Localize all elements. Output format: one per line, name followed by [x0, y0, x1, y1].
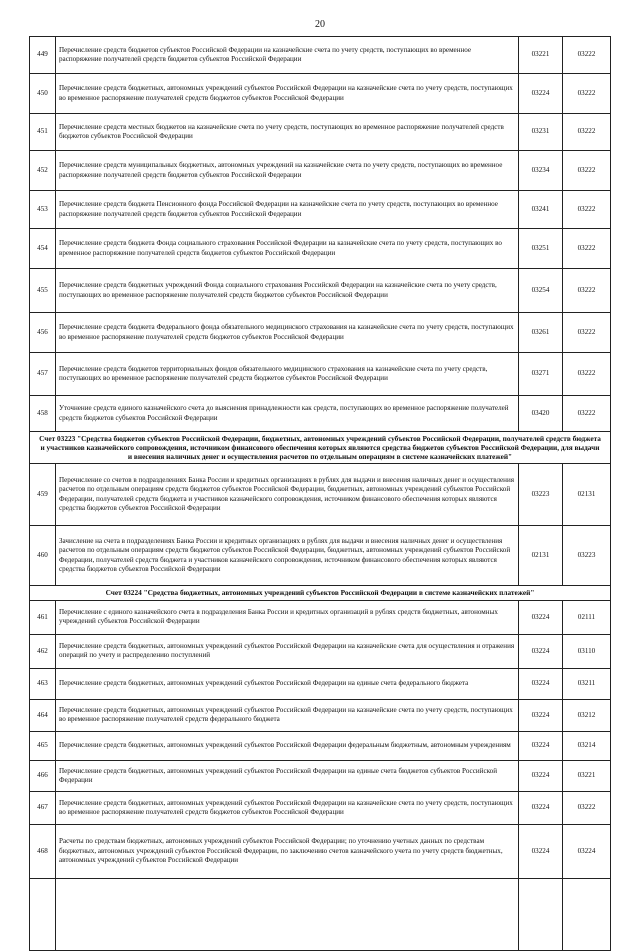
credit-account: 03222: [563, 791, 611, 824]
debit-account: 03223: [519, 464, 563, 526]
debit-account: 03234: [519, 151, 563, 191]
debit-account: 03224: [519, 791, 563, 824]
row-number: 466: [30, 760, 56, 791]
credit-account: 02111: [563, 600, 611, 634]
row-description: Перечисление средств бюджетных, автономных учреждений субъектов Российской Федерации на единые счета бюджетов субъектов Российской Федерации: [56, 760, 519, 791]
debit-account: 03261: [519, 313, 563, 353]
row-number: 451: [30, 114, 56, 151]
credit-account: 03222: [563, 191, 611, 229]
debit-account: 03224: [519, 634, 563, 668]
section-heading-03224-text: Счет 03224 "Средства бюджетных, автономных учреждений субъектов Российской Федерации в системе казначейских платежей": [30, 586, 611, 601]
row-description: Перечисление средств бюджета Федерального фонда обязательного медицинского страхования на казначейские счета по учету средств, поступающих во временное распоряжение получателей средств бюджетов субъектов Российской Федерации: [56, 313, 519, 353]
debit-account: 03224: [519, 824, 563, 878]
row-number: 462: [30, 634, 56, 668]
table-row: [30, 760, 611, 791]
row-description: Перечисление средств бюджетных, автономных учреждений субъектов Российской Федерации федеральным бюджетным, автономным учреждениям: [56, 731, 519, 760]
credit-account: 03211: [563, 668, 611, 699]
row-number: 467: [30, 791, 56, 824]
table-row: [30, 114, 611, 151]
table-row: [30, 464, 611, 526]
row-description: Уточнение средств единого казначейского счета до выяснения принадлежности как средств, поступающих во временное распоряжение получателей средств бюджетов субъектов Российской Федерации: [56, 396, 519, 432]
row-description: Перечисление средств местных бюджетов на казначейские счета по учету средств, поступающих во временное распоряжение получателей средств бюджетов субъектов Российской Федерации: [56, 114, 519, 151]
row-number: 449: [30, 37, 56, 74]
table-row: [30, 634, 611, 668]
row-description: Перечисление со счетов в подразделениях Банка России и кредитных организациях в рублях для выдачи и внесения наличных денег и осуществления расчетов по отдельным операциям средств бюджетов субъектов Российской Федерации, бюджетных, автономных учреждений субъектов Российской Федерации, получателей средств бюджета и участников казначейского сопровождения, источником финансового обеспечения которых являются средства бюджетов субъектов Российской Федерации: [56, 464, 519, 526]
section-heading-03223-text: Счет 03223 "Средства бюджетов субъектов Российской Федерации, бюджетных, автономных учреждений субъектов Российской Федерации, получателей средств бюджета и участников казначейского сопровождения, источником финансового обеспечения которых являются средства бюджетов субъектов Российской Федерации, для выдачи и внесения наличных денег и осуществления расчетов по отдельным операциям в системе казначейских платежей": [30, 432, 611, 464]
table-row: [30, 269, 611, 313]
credit-account: 03222: [563, 151, 611, 191]
debit-account: 03251: [519, 229, 563, 269]
row-number: 450: [30, 74, 56, 114]
debit-account: 02131: [519, 526, 563, 586]
row-description: Расчеты по средствам бюджетных, автономных учреждений субъектов Российской Федерации; по уточнению учетных данных по средствам бюджетных, автономных учреждений субъектов Российской Федерации, по заключению счетов казначейского учета по учету средств бюджетных, автономных учреждений субъектов Российской Федерации: [56, 824, 519, 878]
row-description: Перечисление средств бюджетных, автономных учреждений субъектов Российской Федерации на казначейские счета по учету средств, поступающих во временное распоряжение получателей средств бюджетов субъектов Российской Федерации: [56, 74, 519, 114]
credit-account: 03222: [563, 313, 611, 353]
debit-account: 03224: [519, 731, 563, 760]
debit-account: 03221: [519, 37, 563, 74]
table-row-continuation: [30, 878, 611, 950]
row-number: 453: [30, 191, 56, 229]
credit-account: 03223: [563, 526, 611, 586]
row-description: Перечисление средств муниципальных бюджетных, автономных учреждений на казначейские счета по учету средств, поступающих во временное распоряжение получателей средств бюджетов субъектов Российской Федерации: [56, 151, 519, 191]
debit-account: 03224: [519, 600, 563, 634]
debit-account: 03241: [519, 191, 563, 229]
table-row: [30, 600, 611, 634]
table-row: [30, 74, 611, 114]
table-row: [30, 824, 611, 878]
row-description: Перечисление с единого казначейского счета в подразделения Банка России и кредитных организаций в рублях средств бюджетных, автономных учреждений субъектов Российской Федерации: [56, 600, 519, 634]
row-number: 458: [30, 396, 56, 432]
row-number: 459: [30, 464, 56, 526]
row-number: 452: [30, 151, 56, 191]
credit-account: 03221: [563, 760, 611, 791]
row-description: Перечисление средств бюджетов территориальных фондов обязательного медицинского страхования на казначейские счета по учету средств, поступающих во временное распоряжение получателей средств бюджетов субъектов Российской Федерации: [56, 353, 519, 396]
table-row: [30, 229, 611, 269]
credit-account: 03222: [563, 353, 611, 396]
row-description: Перечисление средств бюджета Пенсионного фонда Российской Федерации на казначейские счета по учету средств, поступающих во временное распоряжение получателей средств бюджетов субъектов Российской Федерации: [56, 191, 519, 229]
credit-account: 02131: [563, 464, 611, 526]
debit-account: 03224: [519, 74, 563, 114]
row-description: Перечисление средств бюджетных, автономных учреждений субъектов Российской Федерации на казначейские счета по учету средств, поступающих во временное распоряжение получателей средств федерального бюджета: [56, 699, 519, 731]
credit-account: 03222: [563, 396, 611, 432]
row-number: 460: [30, 526, 56, 586]
credit-account: 03222: [563, 269, 611, 313]
section-heading-03224: [30, 586, 611, 601]
accounting-entries-table: [29, 36, 611, 951]
empty-cell: [30, 878, 56, 950]
table-row: [30, 353, 611, 396]
table-row: [30, 668, 611, 699]
table-row: [30, 191, 611, 229]
row-description: Перечисление средств бюджета Фонда социального страхования Российской Федерации на казначейские счета по учету средств, поступающих во временное распоряжение получателей средств бюджетов субъектов Российской Федерации: [56, 229, 519, 269]
credit-account: 03222: [563, 229, 611, 269]
credit-account: 03214: [563, 731, 611, 760]
section-heading-03223: [30, 432, 611, 464]
table-row: [30, 396, 611, 432]
credit-account: 03222: [563, 114, 611, 151]
table-row: [30, 526, 611, 586]
credit-account: 03110: [563, 634, 611, 668]
credit-account: 03224: [563, 824, 611, 878]
page-number: 20: [315, 19, 325, 30]
row-description: Перечисление средств бюджетных, автономных учреждений субъектов Российской Федерации на казначейские счета для осуществления и отражения операций по учету и распределению поступлений: [56, 634, 519, 668]
row-number: 461: [30, 600, 56, 634]
row-number: 457: [30, 353, 56, 396]
row-description: Перечисление средств бюджетов субъектов Российской Федерации на казначейские счета по учету средств, поступающих во временное распоряжение получателей средств бюджетов субъектов Российской Федерации: [56, 37, 519, 74]
empty-cell: [563, 878, 611, 950]
table-row: [30, 731, 611, 760]
table-row: [30, 151, 611, 191]
row-description: Перечисление средств бюджетных учреждений Фонда социального страхования Российской Федерации на казначейские счета по учету средств, поступающих во временное распоряжение получателей средств бюджетов субъектов Российской Федерации: [56, 269, 519, 313]
empty-cell: [56, 878, 519, 950]
row-number: 465: [30, 731, 56, 760]
credit-account: 03222: [563, 37, 611, 74]
table-row: [30, 791, 611, 824]
row-description: Перечисление средств бюджетных, автономных учреждений субъектов Российской Федерации на казначейские счета по учету средств, поступающих во временное распоряжение получателей средств бюджетов субъектов Российской Федерации: [56, 791, 519, 824]
row-number: 454: [30, 229, 56, 269]
debit-account: 03224: [519, 699, 563, 731]
debit-account: 03231: [519, 114, 563, 151]
debit-account: 03224: [519, 760, 563, 791]
row-number: 463: [30, 668, 56, 699]
debit-account: 03271: [519, 353, 563, 396]
credit-account: 03212: [563, 699, 611, 731]
row-description: Зачисление на счета в подразделениях Банка России и кредитных организациях в рублях для выдачи и внесения наличных денег и осуществления расчетов по отдельным операциям средств бюджетов субъектов Российской Федерации, бюджетных, автономных учреждений субъектов Российской Федерации, получателей средств бюджета и участников казначейского сопровождения, источником финансового обеспечения которых являются средства бюджетов субъектов Российской Федерации: [56, 526, 519, 586]
debit-account: 03224: [519, 668, 563, 699]
row-number: 455: [30, 269, 56, 313]
row-number: 468: [30, 824, 56, 878]
table-row: [30, 313, 611, 353]
row-number: 464: [30, 699, 56, 731]
empty-cell: [519, 878, 563, 950]
debit-account: 03420: [519, 396, 563, 432]
table-row: [30, 37, 611, 74]
row-description: Перечисление средств бюджетных, автономных учреждений субъектов Российской Федерации на единые счета федерального бюджета: [56, 668, 519, 699]
table-row: [30, 699, 611, 731]
credit-account: 03222: [563, 74, 611, 114]
row-number: 456: [30, 313, 56, 353]
debit-account: 03254: [519, 269, 563, 313]
